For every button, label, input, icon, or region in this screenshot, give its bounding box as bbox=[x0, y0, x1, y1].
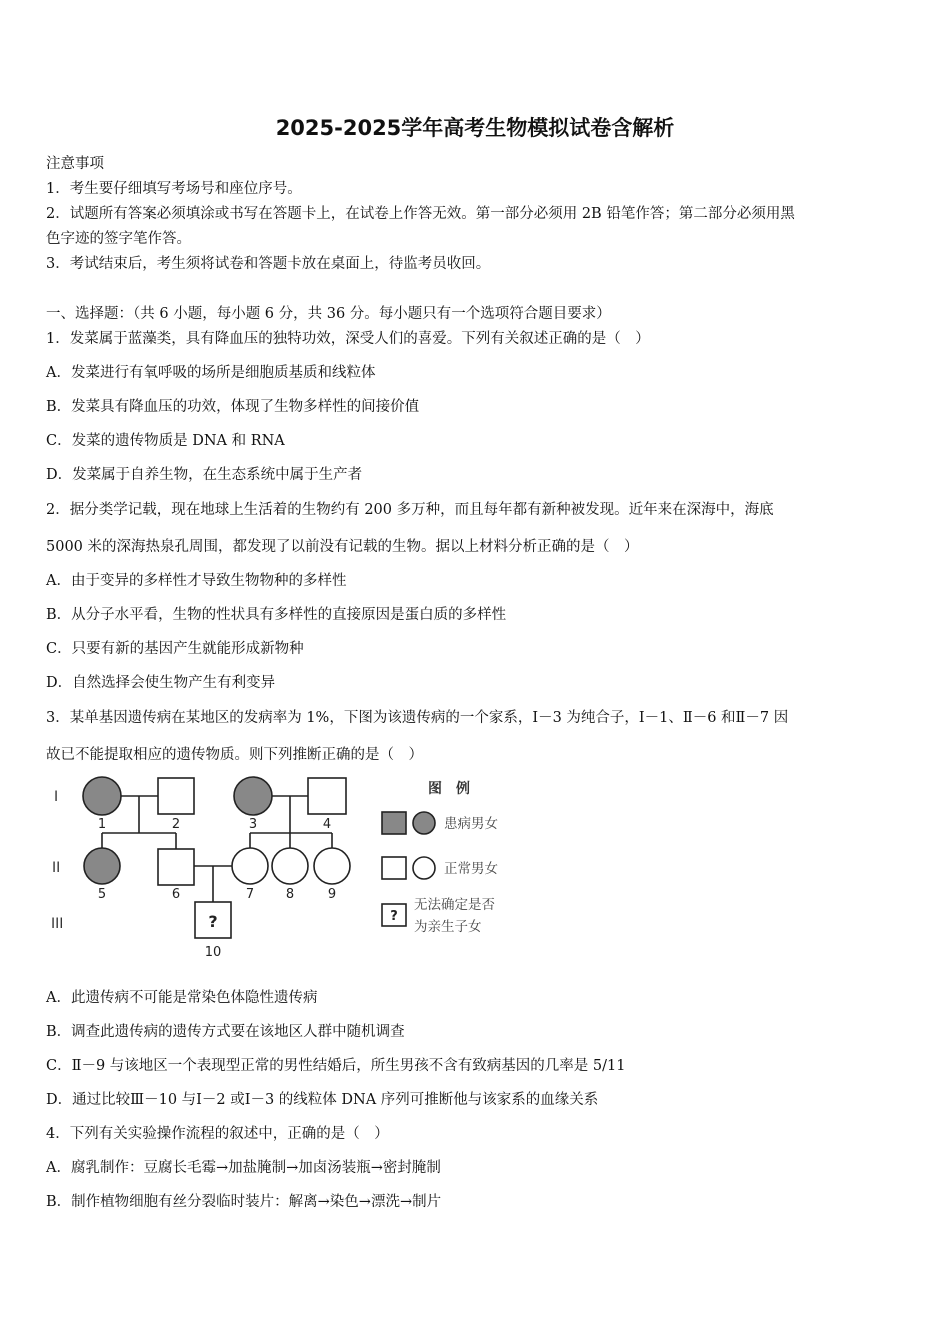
individual-number: 5 bbox=[97, 887, 107, 902]
individual-3-affected-female bbox=[234, 777, 272, 815]
question-stem: 5000 米的深海热泉孔周围，都发现了以前没有记载的生物。据以上材料分析正确的是（ ） bbox=[46, 539, 639, 555]
question-stem: 4．下列有关实验操作流程的叙述中，正确的是（ ） bbox=[46, 1126, 389, 1142]
notice-item: 色字迹的签字笔作答。 bbox=[46, 231, 191, 247]
individual-number: 9 bbox=[327, 887, 337, 902]
option-a: A．腐乳制作：豆腐长毛霉→加盐腌制→加卤汤装瓶→密封腌制 bbox=[46, 1160, 441, 1176]
individual-number: 7 bbox=[245, 887, 255, 902]
individual-number: 10 bbox=[204, 945, 222, 960]
pedigree-diagram bbox=[40, 768, 540, 968]
option-a: A．发菜进行有氧呼吸的场所是细胞质基质和线粒体 bbox=[46, 365, 376, 381]
notice-heading: 注意事项 bbox=[46, 156, 104, 172]
individual-number: 2 bbox=[171, 817, 181, 832]
individual-number: 6 bbox=[171, 887, 181, 902]
notice-item: 1．考生要仔细填写考场号和座位序号。 bbox=[46, 181, 302, 197]
legend-normal-female-symbol bbox=[413, 857, 435, 879]
question-stem: 故已不能提取相应的遗传物质。则下列推断正确的是（ ） bbox=[46, 747, 423, 763]
option-d: D．自然选择会使生物产生有利变异 bbox=[46, 675, 276, 691]
legend-affected-female-symbol bbox=[413, 812, 435, 834]
individual-number: 8 bbox=[285, 887, 295, 902]
option-b: B．发菜具有降血压的功效，体现了生物多样性的间接价值 bbox=[46, 399, 420, 415]
option-c: C．发菜的遗传物质是 DNA 和 RNA bbox=[46, 433, 285, 449]
option-d: D．发菜属于自养生物，在生态系统中属于生产者 bbox=[46, 467, 363, 483]
legend-normal-male-symbol bbox=[382, 857, 406, 879]
section-heading: 一、选择题：（共 6 小题，每小题 6 分，共 36 分。每小题只有一个选项符合题目要求） bbox=[46, 306, 611, 322]
legend-title: 图 例 bbox=[428, 781, 470, 797]
option-a: A．由于变异的多样性才导致生物物种的多样性 bbox=[46, 573, 347, 589]
individual-8-normal-female bbox=[272, 848, 308, 884]
generation-label-i: I bbox=[54, 789, 59, 805]
legend-affected-label: 患病男女 bbox=[444, 816, 498, 832]
option-b: B．调查此遗传病的遗传方式要在该地区人群中随机调查 bbox=[46, 1024, 405, 1040]
legend-unknown-label: 为亲生子女 bbox=[414, 919, 482, 935]
individual-5-affected-female bbox=[84, 848, 120, 884]
question-stem: 3．某单基因遗传病在某地区的发病率为 1%，下图为该遗传病的一个家系，Ⅰ－3 为纯合子，Ⅰ－1、Ⅱ－6 和Ⅱ－7 因 bbox=[46, 710, 789, 726]
legend-unknown-mark: ? bbox=[390, 909, 398, 924]
individual-4-normal-male bbox=[308, 778, 346, 814]
question-stem: 1．发菜属于蓝藻类，具有降血压的独特功效，深受人们的喜爱。下列有关叙述正确的是（ ） bbox=[46, 331, 650, 347]
individual-number: 4 bbox=[322, 817, 332, 832]
option-c: C．Ⅱ－9 与该地区一个表现型正常的男性结婚后，所生男孩不含有致病基因的几率是 5/11 bbox=[46, 1058, 626, 1074]
generation-label-iii: III bbox=[51, 916, 64, 932]
option-a: A．此遗传病不可能是常染色体隐性遗传病 bbox=[46, 990, 318, 1006]
individual-9-normal-female bbox=[314, 848, 350, 884]
individual-7-normal-female bbox=[232, 848, 268, 884]
page-title: 2025-2025学年高考生物模拟试卷含解析 bbox=[275, 116, 675, 140]
legend-normal-label: 正常男女 bbox=[444, 861, 498, 877]
legend-unknown-label: 无法确定是否 bbox=[414, 897, 495, 913]
option-b: B．制作植物细胞有丝分裂临时装片：解离→染色→漂洗→制片 bbox=[46, 1194, 442, 1210]
question-stem: 2．据分类学记载，现在地球上生活着的生物约有 200 多万种，而且每年都有新种被发现。近年来在深海中，海底 bbox=[46, 502, 774, 518]
individual-number: 1 bbox=[97, 817, 107, 832]
generation-label-ii: II bbox=[52, 860, 61, 876]
option-b: B．从分子水平看，生物的性状具有多样性的直接原因是蛋白质的多样性 bbox=[46, 607, 507, 623]
unknown-mark: ? bbox=[208, 912, 218, 931]
option-d: D．通过比较Ⅲ－10 与Ⅰ－2 或Ⅰ－3 的线粒体 DNA 序列可推断他与该家系的血缘关系 bbox=[46, 1092, 599, 1108]
option-c: C．只要有新的基因产生就能形成新物种 bbox=[46, 641, 304, 657]
legend-affected-male-symbol bbox=[382, 812, 406, 834]
individual-1-affected-female bbox=[83, 777, 121, 815]
individual-6-normal-male bbox=[158, 849, 194, 885]
individual-2-normal-male bbox=[158, 778, 194, 814]
individual-number: 3 bbox=[248, 817, 258, 832]
notice-item: 2．试题所有答案必须填涂或书写在答题卡上，在试卷上作答无效。第一部分必须用 2B 铅笔作答；第二部分必须用黑 bbox=[46, 206, 795, 222]
notice-item: 3．考试结束后，考生须将试卷和答题卡放在桌面上，待监考员收回。 bbox=[46, 256, 491, 272]
